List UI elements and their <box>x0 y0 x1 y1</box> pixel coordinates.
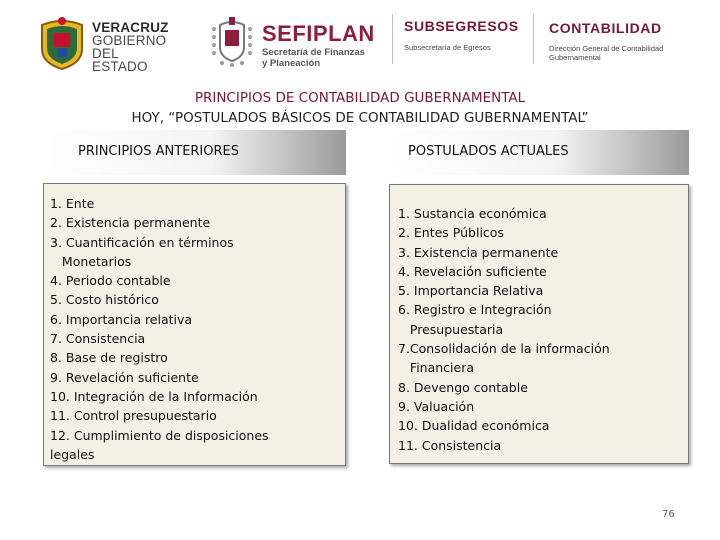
left-column-header: PRINCIPIOS ANTERIORES <box>46 130 346 175</box>
list-item: Financiera <box>398 360 475 376</box>
sefiplan-logo-subtitle <box>262 47 365 69</box>
sefiplan-logo-sub2: y Planeación <box>262 58 321 69</box>
list-item: 9. Valuación <box>398 398 475 414</box>
list-item: 7.Consolidación de la información <box>398 341 610 357</box>
subsecretaria-title: SUBSEGRESOS <box>404 18 519 34</box>
veracruz-logo-line2: GOBIERNO <box>92 33 167 48</box>
right-column-header: POSTULADOS ACTUALES <box>392 130 689 175</box>
list-item: 3. Cuantificación en términos <box>50 234 234 250</box>
postulados-actuales-list <box>398 204 680 455</box>
postulados-actuales-box <box>389 184 689 464</box>
list-item: 2. Entes Públicos <box>398 225 504 241</box>
sefiplan-emblem-icon <box>208 15 256 69</box>
list-item: 11. Control presupuestario <box>50 408 217 424</box>
list-item: 4. Revelación suficiente <box>398 263 547 279</box>
veracruz-logo-line1: VERACRUZ <box>92 20 169 35</box>
veracruz-logo-line3: DEL ESTADO <box>92 46 148 74</box>
page-number: 76 <box>662 509 675 520</box>
list-item: Monetarios <box>50 253 132 269</box>
page-subtitle: HOY, “POSTULADOS BÁSICOS DE CONTABILIDAD GUBERNAMENTAL” <box>131 110 589 126</box>
list-item: Presupuestaria <box>398 321 504 337</box>
sefiplan-logo-name: SEFIPLAN <box>262 21 375 46</box>
list-item: legales <box>50 446 95 462</box>
list-item: 6. Importancia relativa <box>50 311 193 327</box>
list-item: 10. Integración de la Información <box>50 388 258 404</box>
list-item: 3. Existencia permanente <box>398 244 559 260</box>
list-item: 4. Periodo contable <box>50 273 171 289</box>
list-item: 7. Consistencia <box>50 331 146 347</box>
sefiplan-logo <box>208 15 378 71</box>
list-item: 12. Cumplimiento de disposiciones <box>50 427 269 443</box>
veracruz-logo <box>38 15 169 74</box>
principios-anteriores-box <box>43 183 346 466</box>
list-item: 8. Base de registro <box>50 350 168 366</box>
list-item: 9. Revelación suficiente <box>50 369 199 385</box>
contabilidad-text: Dirección General de Contabilidad Gubernamental <box>549 44 664 62</box>
list-item: 5. Costo histórico <box>50 292 159 308</box>
header-divider <box>533 14 534 64</box>
list-item: 1. Sustancia económica <box>398 206 547 221</box>
subsecretaria-text: Subsecretaría de Egresos <box>404 43 491 52</box>
veracruz-logo-text <box>92 21 169 73</box>
sefiplan-logo-sub1: Secretaría de Finanzas <box>262 47 365 58</box>
list-item: 11. Consistencia <box>398 437 502 453</box>
contabilidad-title: CONTABILIDAD <box>549 20 662 36</box>
list-item: 10. Dualidad económica <box>398 418 550 434</box>
header-divider <box>392 14 393 64</box>
list-item: 8. Devengo contable <box>398 379 528 395</box>
principios-anteriores-list <box>50 194 339 464</box>
veracruz-shield-icon <box>38 15 86 71</box>
list-item: 6. Registro e Integración <box>398 302 552 318</box>
page-title: PRINCIPIOS DE CONTABILIDAD GUBERNAMENTAL <box>194 90 526 106</box>
list-item: 2. Existencia permanente <box>50 215 211 231</box>
list-item: 5. Importancia Relativa <box>398 283 544 299</box>
list-item: 1. Ente <box>50 196 95 211</box>
